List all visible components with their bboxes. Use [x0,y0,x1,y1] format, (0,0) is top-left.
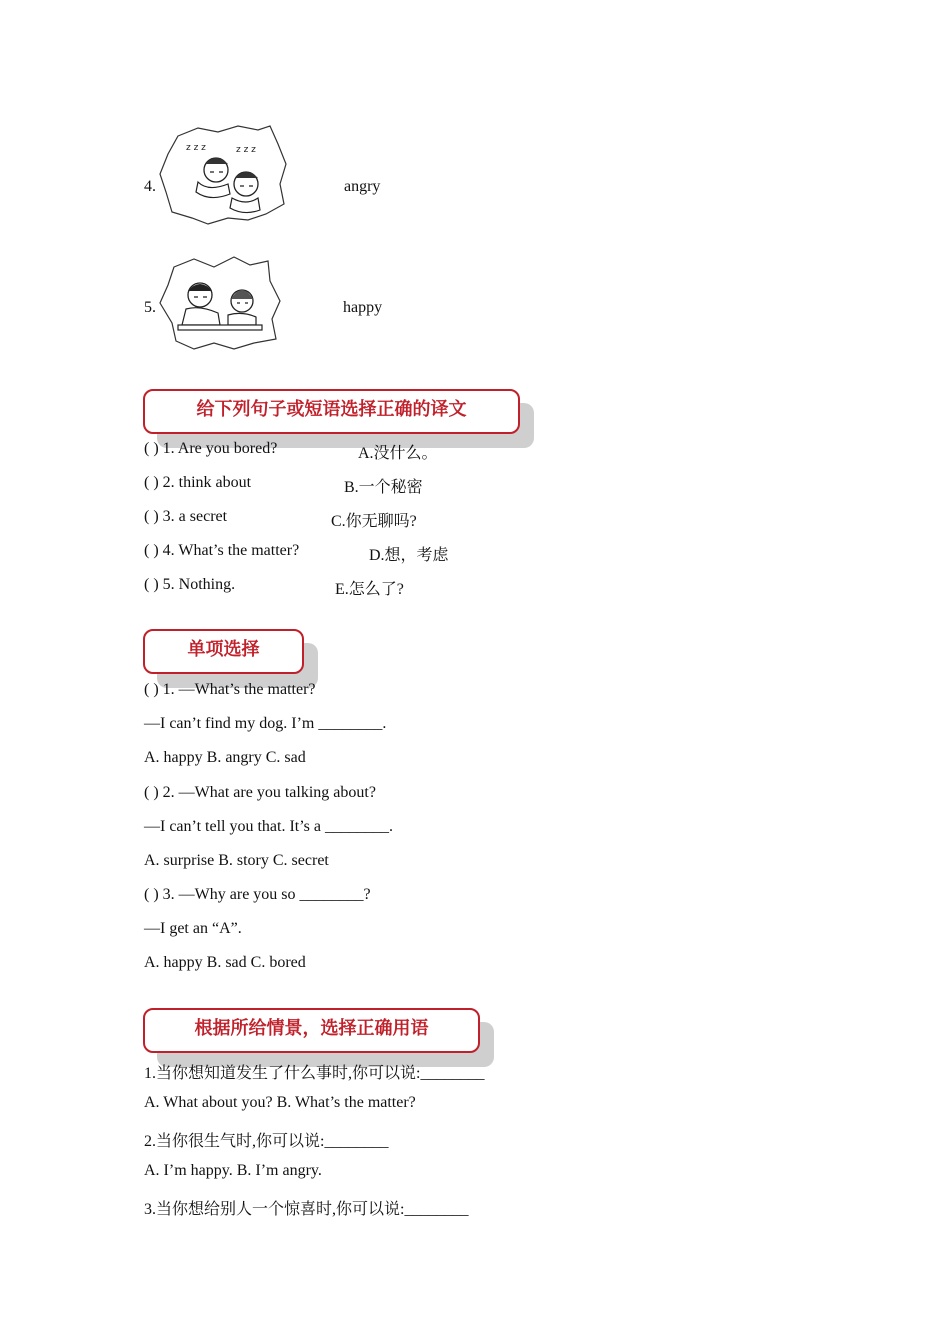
choice-options: A. surprise B. story C. secret [144,852,329,869]
situation-options: A. I’m happy. B. I’m angry. [144,1162,322,1179]
translation-question-2: ( ) 2. think about [144,474,252,491]
choice-line: ( ) 3. —Why are you so ________? [144,886,371,903]
choice-line: —I get an “A”. [144,920,242,937]
choice-line: —I can’t find my dog. I’m ________. [144,715,387,732]
two-sleeping-kids-icon [158,122,288,226]
item-5-number: 5. [144,299,156,316]
situation-options: A. What about you? B. What’s the matter? [144,1094,416,1111]
section-3-title: 根据所给情景，选择正确用语 [194,1018,429,1039]
choice-options: A. happy B. angry C. sad [144,749,306,766]
translation-question-3: ( ) 3. a secret [144,508,228,525]
item-5-word: happy [343,299,383,316]
choice-options: A. happy B. sad C. bored [144,954,306,971]
two-bored-kids-at-desk-icon [158,255,282,351]
translation-question-4: ( ) 4. What’s the matter? [144,542,300,559]
situation-line: 1.当你想知道发生了什么事时,你可以说:________ [144,1065,485,1082]
choice-line: ( ) 1. —What’s the matter? [144,681,316,698]
choice-line: ( ) 2. —What are you talking about? [144,784,376,801]
translation-option-e: E.怎么了? [335,581,404,598]
item-4-number: 4. [144,178,156,195]
choice-line: —I can’t tell you that. It’s a ________. [144,818,393,835]
translation-option-b: B.一个秘密 [344,479,423,496]
section-2-title: 单项选择 [187,639,260,660]
item-4-word: angry [344,178,381,195]
svg-text:z z z: z z z [236,145,256,155]
situation-line: 3.当你想给别人一个惊喜时,你可以说:________ [144,1201,469,1218]
situation-line: 2.当你很生气时,你可以说:________ [144,1133,389,1150]
translation-option-d: D.想，考虑 [369,547,449,564]
section-1-title: 给下列句子或短语选择正确的译文 [196,399,467,420]
translation-option-c: C.你无聊吗? [331,513,417,530]
svg-text:z z z: z z z [186,143,206,153]
translation-question-5: ( ) 5. Nothing. [144,576,236,593]
translation-option-a: A.没什么。 [358,445,438,462]
translation-question-1: ( ) 1. Are you bored? [144,440,278,457]
